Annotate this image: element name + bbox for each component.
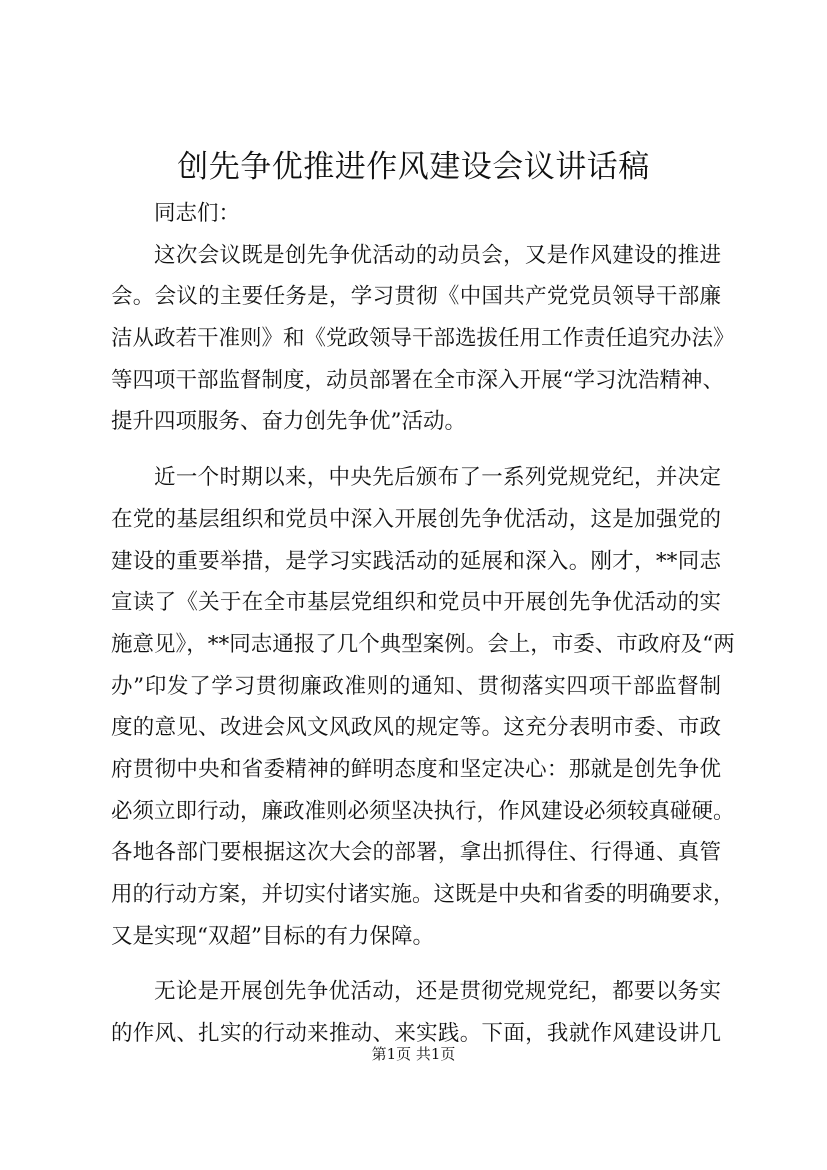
paragraph-line: 的作风、扎实的行动来推动、来实践。下面，我就作风建设讲几 — [111, 1021, 721, 1047]
paragraph-line: 提升四项服务、奋力创先争优”活动。 — [111, 409, 466, 435]
paragraph-line: 度的意见、改进会风文风政风的规定等。这充分表明市委、市政 — [111, 715, 721, 741]
paragraph-line: 等四项干部监督制度，动员部署在全市深入开展“学习沈浩精神、 — [111, 367, 724, 393]
document-body — [111, 193, 735, 1055]
paragraph-line: 洁从政若干准则》和《党政领导干部选拔任用工作责任追究办法》 — [111, 326, 735, 352]
paragraph-line: 宣读了《关于在全市基层党组织和党员中开展创先争优活动的实 — [111, 590, 721, 616]
paragraph-line: 这次会议既是创先争优活动的动员会，又是作风建设的推进 — [154, 242, 721, 268]
paragraph-line: 施意见》，**同志通报了几个典型案例。会上，市委、市政府及“两 — [111, 631, 735, 657]
paragraph-line: 在党的基层组织和党员中深入开展创先争优活动，这是加强党的 — [111, 506, 721, 532]
paragraph — [111, 235, 735, 443]
paragraph-line: 府贯彻中央和省委精神的鲜明态度和坚定决心：那就是创先争优 — [111, 756, 721, 782]
paragraph-line: 无论是开展创先争优活动，还是贯彻党规党纪，都要以务实 — [154, 979, 721, 1005]
paragraph-line: 办”印发了学习贯彻廉政准则的通知、贯彻落实四项干部监督制 — [111, 673, 721, 699]
document-title: 创先争优推进作风建设会议讲话稿 — [177, 149, 650, 185]
paragraph — [111, 457, 735, 957]
paragraph-line: 近一个时期以来，中央先后颁布了一系列党规党纪，并决定 — [154, 465, 721, 491]
paragraph-line: 用的行动方案，并切实付诸实施。这既是中央和省委的明确要求， — [111, 882, 735, 907]
page-footer: 第1页 共1页 — [371, 1045, 456, 1063]
paragraph-line: 又是实现“双超”目标的有力保障。 — [111, 923, 434, 949]
paragraph-line: 建设的重要举措，是学习实践活动的延展和深入。刚才，**同志 — [111, 548, 721, 574]
paragraph-line: 必须立即行动，廉政准则必须坚决执行，作风建设必须较真碰硬。 — [111, 798, 735, 824]
salutation: 同志们： — [154, 201, 241, 226]
paragraph-line: 会。会议的主要任务是，学习贯彻《中国共产党党员领导干部廉 — [111, 284, 721, 310]
paragraph-line: 各地各部门要根据这次大会的部署，拿出抓得住、行得通、真管 — [111, 840, 721, 866]
